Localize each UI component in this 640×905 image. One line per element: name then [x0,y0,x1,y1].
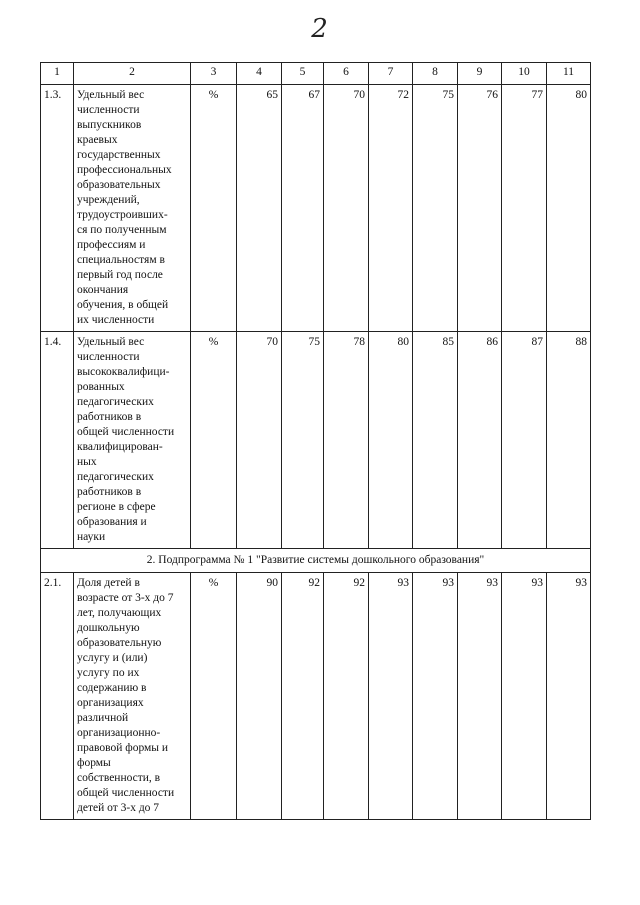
value-cell: 93 [458,573,502,820]
column-number-cell: 4 [237,63,282,85]
indicators-table [40,62,591,820]
unit-cell: % [191,573,237,820]
column-number-cell: 5 [282,63,324,85]
row-code-cell: 2.1. [41,573,74,820]
value-cell: 86 [458,332,502,549]
value-cell: 75 [413,85,458,332]
section-title-cell: 2. Подпрограмма № 1 "Развитие системы дошкольного образования" [41,549,591,573]
value-cell: 90 [237,573,282,820]
unit-cell: % [191,85,237,332]
column-number-cell: 11 [547,63,591,85]
indicator-name-cell: Удельный вес численности выпускников краевых государственных профессиональных образовательных учреждений, трудоустроивших- ся по полученным профессиям и специальностям в первый год после окончания обучения, в общей их численности [74,85,191,332]
column-number-cell: 9 [458,63,502,85]
value-cell: 93 [369,573,413,820]
value-cell: 78 [324,332,369,549]
value-cell: 70 [237,332,282,549]
table-row [41,332,591,549]
indicator-name-cell: Удельный вес численности высококвалифици- рованных педагогических работников в общей численности квалифицирован- ных педагогических работников в регионе в сфере образования и науки [74,332,191,549]
value-cell: 87 [502,332,547,549]
table-row [41,573,591,820]
value-cell: 80 [547,85,591,332]
value-cell: 93 [502,573,547,820]
indicator-name-cell: Доля детей в возрасте от 3-х до 7 лет, получающих дошкольную образовательную услугу и (или) услугу по их содержанию в организациях различной организационно- правовой формы и формы собственности, в общей численности детей от 3-х до 7 [74,573,191,820]
value-cell: 65 [237,85,282,332]
column-number-cell: 7 [369,63,413,85]
value-cell: 72 [369,85,413,332]
value-cell: 85 [413,332,458,549]
table-row [41,85,591,332]
value-cell: 76 [458,85,502,332]
unit-cell: % [191,332,237,549]
header-row [41,63,591,85]
value-cell: 70 [324,85,369,332]
page-number: 2 [311,14,329,44]
value-cell: 75 [282,332,324,549]
value-cell: 88 [547,332,591,549]
column-number-cell: 8 [413,63,458,85]
column-number-cell: 3 [191,63,237,85]
section-row [41,549,591,573]
value-cell: 67 [282,85,324,332]
value-cell: 92 [282,573,324,820]
column-number-cell: 2 [74,63,191,85]
value-cell: 80 [369,332,413,549]
column-number-cell: 1 [41,63,74,85]
value-cell: 92 [324,573,369,820]
value-cell: 93 [547,573,591,820]
column-number-cell: 10 [502,63,547,85]
row-code-cell: 1.3. [41,85,74,332]
row-code-cell: 1.4. [41,332,74,549]
value-cell: 93 [413,573,458,820]
value-cell: 77 [502,85,547,332]
column-number-cell: 6 [324,63,369,85]
